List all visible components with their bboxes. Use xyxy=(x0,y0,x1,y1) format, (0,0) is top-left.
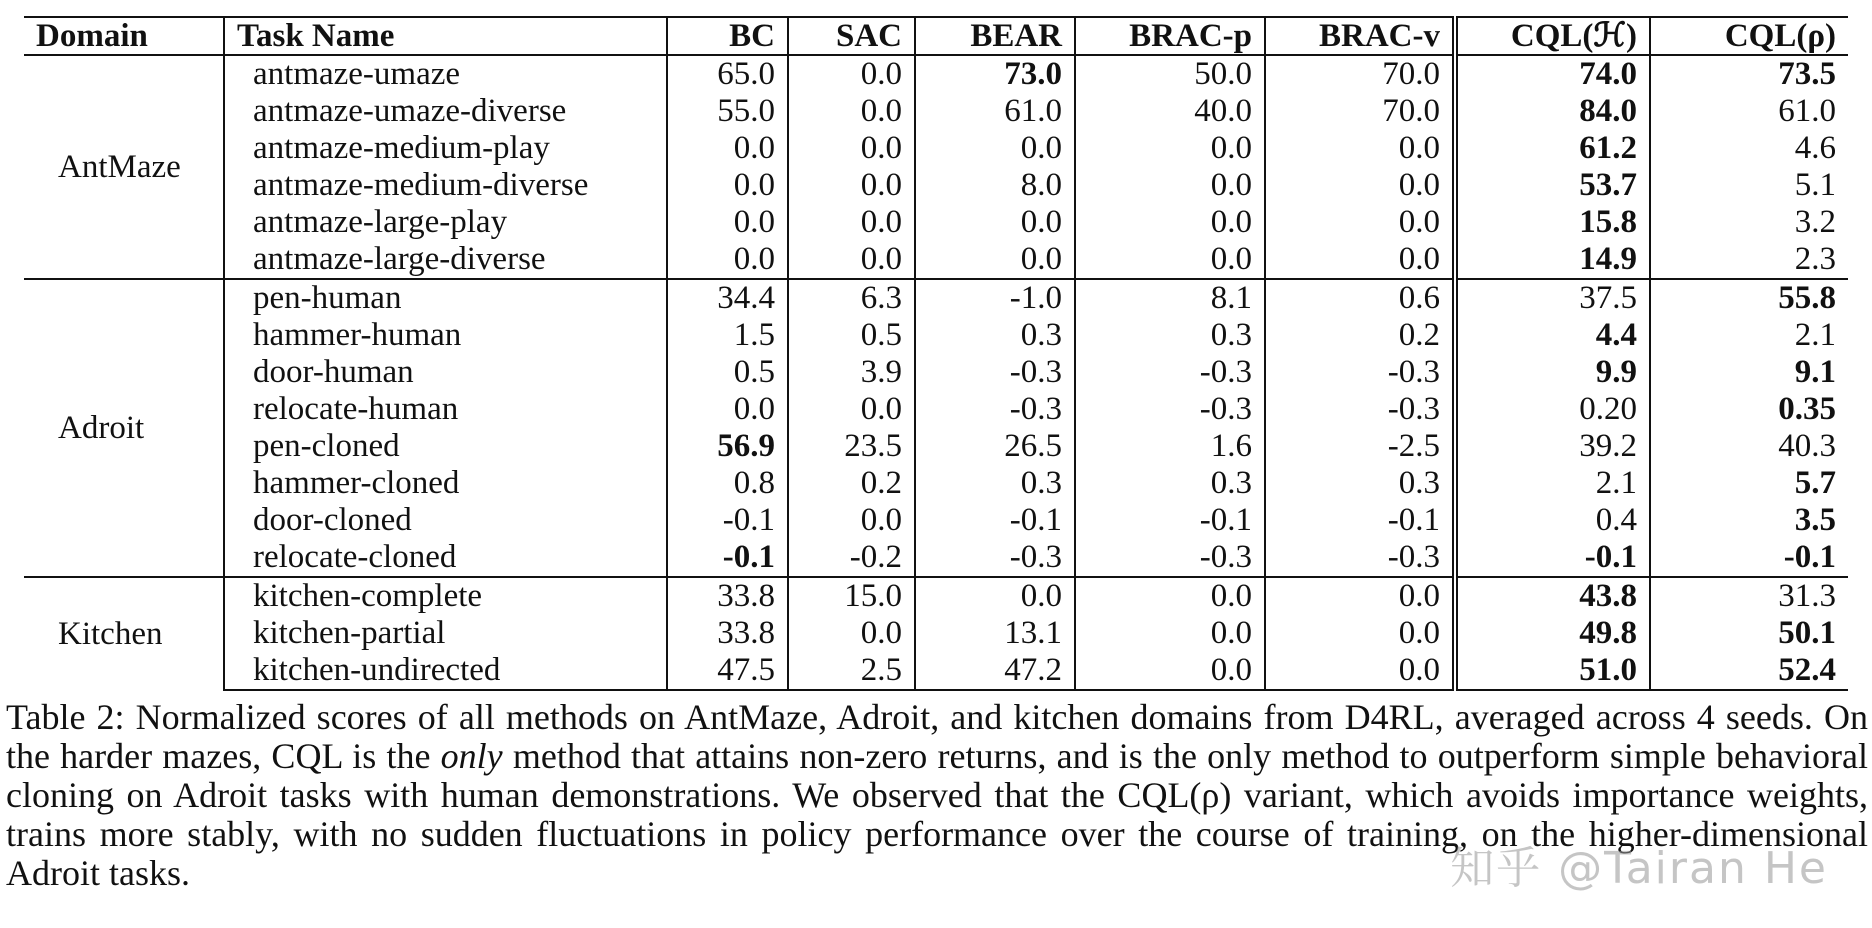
score-cell: 0.0 xyxy=(788,615,915,652)
score-cell: -0.2 xyxy=(788,539,915,577)
score-cell: 0.8 xyxy=(667,465,788,502)
score-cell: -0.3 xyxy=(1075,391,1265,428)
table-body xyxy=(24,55,1848,690)
header-brac-v: BRAC-v xyxy=(1265,17,1455,55)
score-cell: 0.0 xyxy=(1075,204,1265,241)
score-cell: 0.6 xyxy=(1265,279,1455,317)
best-score: 9.1 xyxy=(1794,354,1836,390)
best-score: 9.9 xyxy=(1595,354,1637,390)
task-name-cell: relocate-cloned xyxy=(224,539,667,577)
score-cell xyxy=(1455,130,1650,167)
score-cell: 2.3 xyxy=(1650,241,1848,279)
score-cell: 0.0 xyxy=(1265,615,1455,652)
score-cell xyxy=(1455,204,1650,241)
domain-cell: Adroit xyxy=(24,279,224,577)
score-cell: 0.0 xyxy=(667,241,788,279)
score-cell: 3.2 xyxy=(1650,204,1848,241)
table-row xyxy=(24,317,1848,354)
score-cell: 34.4 xyxy=(667,279,788,317)
score-cell: 33.8 xyxy=(667,577,788,615)
caption-text-part1: Table 2: Normalized scores of all methods on AntMaze, Adroit, and kitchen domains from D4RL, averaged across 4 seeds. On the harder mazes, CQL is the xyxy=(6,697,1868,776)
task-name-cell: door-cloned xyxy=(224,502,667,539)
header-brac-p: BRAC-p xyxy=(1075,17,1265,55)
domain-cell: Kitchen xyxy=(24,577,224,690)
table-row xyxy=(24,167,1848,204)
table-row xyxy=(24,130,1848,167)
best-score: 73.5 xyxy=(1778,56,1836,92)
task-name-cell: antmaze-large-diverse xyxy=(224,241,667,279)
score-cell xyxy=(1455,55,1650,93)
score-cell: 70.0 xyxy=(1265,55,1455,93)
score-cell: 3.9 xyxy=(788,354,915,391)
score-cell: 0.0 xyxy=(788,241,915,279)
score-cell: 6.3 xyxy=(788,279,915,317)
task-name-cell: kitchen-partial xyxy=(224,615,667,652)
table-row xyxy=(24,539,1848,577)
task-name-cell: antmaze-large-play xyxy=(224,204,667,241)
score-cell: 5.1 xyxy=(1650,167,1848,204)
header-sac: SAC xyxy=(788,17,915,55)
header-domain: Domain xyxy=(24,17,224,55)
score-cell: 0.0 xyxy=(1075,130,1265,167)
score-cell xyxy=(1650,539,1848,577)
score-cell: 0.0 xyxy=(1075,652,1265,690)
score-cell: 0.0 xyxy=(1075,577,1265,615)
best-score: 5.7 xyxy=(1794,465,1836,501)
score-cell: -0.1 xyxy=(1265,502,1455,539)
score-cell: 0.20 xyxy=(1455,391,1650,428)
score-cell: 37.5 xyxy=(1455,279,1650,317)
score-cell: 0.3 xyxy=(1075,465,1265,502)
score-cell: 8.0 xyxy=(915,167,1075,204)
best-score: 74.0 xyxy=(1579,56,1637,92)
best-score: -0.1 xyxy=(722,539,775,575)
best-score: 52.4 xyxy=(1778,652,1836,688)
score-cell: 39.2 xyxy=(1455,428,1650,465)
task-name-cell: door-human xyxy=(224,354,667,391)
score-cell: -0.3 xyxy=(1265,354,1455,391)
score-cell: 47.2 xyxy=(915,652,1075,690)
task-name-cell: antmaze-medium-diverse xyxy=(224,167,667,204)
best-score: -0.1 xyxy=(1584,539,1637,575)
best-score: -0.1 xyxy=(1783,539,1836,575)
score-cell: 0.0 xyxy=(1265,241,1455,279)
best-score: 56.9 xyxy=(717,428,775,464)
score-cell: 15.0 xyxy=(788,577,915,615)
score-cell: 0.0 xyxy=(1075,167,1265,204)
score-cell: 2.5 xyxy=(788,652,915,690)
score-cell: -0.1 xyxy=(667,502,788,539)
table-row xyxy=(24,577,1848,615)
score-cell: 61.0 xyxy=(1650,93,1848,130)
score-cell: -0.1 xyxy=(915,502,1075,539)
score-cell: 23.5 xyxy=(788,428,915,465)
table-row xyxy=(24,391,1848,428)
score-cell xyxy=(1650,465,1848,502)
header-bear: BEAR xyxy=(915,17,1075,55)
score-cell: 0.0 xyxy=(788,167,915,204)
caption-text-part2: method that attains non-zero returns, and is the only method to outperform simple behavioral cloning on Adroit tasks with human demonstrations. We observed that the CQL(ρ) variant, which avoids importance weights, trains more stably, with no sudden fluctuations in policy performance over the course of training, on the higher-dimensional Adroit tasks. xyxy=(6,736,1868,893)
table-row xyxy=(24,55,1848,93)
score-cell: 0.0 xyxy=(915,130,1075,167)
score-cell: -0.3 xyxy=(1075,539,1265,577)
best-score: 55.8 xyxy=(1778,280,1836,316)
score-cell xyxy=(1455,615,1650,652)
score-cell: 0.2 xyxy=(1265,317,1455,354)
score-cell xyxy=(1650,55,1848,93)
table-row xyxy=(24,279,1848,317)
best-score: 51.0 xyxy=(1579,652,1637,688)
score-cell: 40.0 xyxy=(1075,93,1265,130)
score-cell: -0.3 xyxy=(1075,354,1265,391)
score-cell: 70.0 xyxy=(1265,93,1455,130)
score-cell xyxy=(667,428,788,465)
score-cell: -0.3 xyxy=(915,539,1075,577)
score-cell: 0.3 xyxy=(915,465,1075,502)
header-bc: BC xyxy=(667,17,788,55)
score-cell xyxy=(1455,652,1650,690)
score-cell xyxy=(1650,279,1848,317)
domain-cell: AntMaze xyxy=(24,55,224,279)
score-cell: 13.1 xyxy=(915,615,1075,652)
score-cell: -0.3 xyxy=(1265,539,1455,577)
score-cell: 47.5 xyxy=(667,652,788,690)
score-cell: 0.0 xyxy=(788,204,915,241)
score-cell xyxy=(915,55,1075,93)
header-cql-rho: CQL(ρ) xyxy=(1650,17,1848,55)
score-cell: 0.0 xyxy=(1265,577,1455,615)
score-cell: 0.5 xyxy=(788,317,915,354)
score-cell: -0.3 xyxy=(915,354,1075,391)
score-cell: 0.0 xyxy=(1075,615,1265,652)
best-score: 43.8 xyxy=(1579,578,1637,614)
score-cell: 0.0 xyxy=(667,130,788,167)
score-cell: 0.2 xyxy=(788,465,915,502)
score-cell: 26.5 xyxy=(915,428,1075,465)
score-cell: 0.0 xyxy=(1075,241,1265,279)
score-cell xyxy=(1455,577,1650,615)
score-cell: 0.3 xyxy=(1265,465,1455,502)
task-name-cell: antmaze-medium-play xyxy=(224,130,667,167)
score-cell: 0.0 xyxy=(667,391,788,428)
results-table-container xyxy=(24,16,1848,691)
score-cell: 61.0 xyxy=(915,93,1075,130)
score-cell xyxy=(1650,615,1848,652)
table-row xyxy=(24,652,1848,690)
score-cell xyxy=(1650,502,1848,539)
best-score: 14.9 xyxy=(1579,241,1637,277)
score-cell: 2.1 xyxy=(1455,465,1650,502)
best-score: 3.5 xyxy=(1794,502,1836,538)
score-cell: 55.0 xyxy=(667,93,788,130)
score-cell: 0.0 xyxy=(788,130,915,167)
table-header-row xyxy=(24,17,1848,55)
table-row xyxy=(24,465,1848,502)
score-cell: 0.0 xyxy=(915,241,1075,279)
task-name-cell: hammer-cloned xyxy=(224,465,667,502)
score-cell: 0.0 xyxy=(1265,167,1455,204)
score-cell: -0.3 xyxy=(1265,391,1455,428)
score-cell: 40.3 xyxy=(1650,428,1848,465)
best-score: 84.0 xyxy=(1579,93,1637,129)
score-cell xyxy=(1455,167,1650,204)
score-cell: 1.5 xyxy=(667,317,788,354)
score-cell xyxy=(1650,391,1848,428)
score-cell: 0.0 xyxy=(1265,204,1455,241)
score-cell: 0.0 xyxy=(1265,130,1455,167)
table-row xyxy=(24,93,1848,130)
score-cell: 0.0 xyxy=(667,167,788,204)
header-task-name: Task Name xyxy=(224,17,667,55)
table-row xyxy=(24,502,1848,539)
best-score: 49.8 xyxy=(1579,615,1637,651)
score-cell xyxy=(1650,354,1848,391)
best-score: 73.0 xyxy=(1004,56,1062,92)
best-score: 53.7 xyxy=(1579,167,1637,203)
score-cell xyxy=(1455,317,1650,354)
table-row xyxy=(24,354,1848,391)
table-row xyxy=(24,428,1848,465)
task-name-cell: relocate-human xyxy=(224,391,667,428)
header-cql-h: CQL(ℋ) xyxy=(1455,17,1650,55)
task-name-cell: kitchen-complete xyxy=(224,577,667,615)
watermark: 知乎 @Tairan He xyxy=(1450,843,1828,894)
score-cell: 8.1 xyxy=(1075,279,1265,317)
score-cell xyxy=(1455,93,1650,130)
score-cell xyxy=(1650,652,1848,690)
score-cell: -0.3 xyxy=(915,391,1075,428)
score-cell: -0.1 xyxy=(1075,502,1265,539)
task-name-cell: pen-cloned xyxy=(224,428,667,465)
score-cell: 1.6 xyxy=(1075,428,1265,465)
score-cell: 65.0 xyxy=(667,55,788,93)
score-cell: 50.0 xyxy=(1075,55,1265,93)
score-cell: 0.0 xyxy=(915,577,1075,615)
score-cell: 0.3 xyxy=(1075,317,1265,354)
score-cell: 0.5 xyxy=(667,354,788,391)
score-cell: 31.3 xyxy=(1650,577,1848,615)
task-name-cell: kitchen-undirected xyxy=(224,652,667,690)
score-cell: 33.8 xyxy=(667,615,788,652)
task-name-cell: hammer-human xyxy=(224,317,667,354)
table-row xyxy=(24,241,1848,279)
best-score: 15.8 xyxy=(1579,204,1637,240)
score-cell: 0.0 xyxy=(788,55,915,93)
score-cell: 0.0 xyxy=(915,204,1075,241)
score-cell: 0.0 xyxy=(788,502,915,539)
score-cell: -2.5 xyxy=(1265,428,1455,465)
score-cell: 4.6 xyxy=(1650,130,1848,167)
score-cell: 0.4 xyxy=(1455,502,1650,539)
task-name-cell: antmaze-umaze-diverse xyxy=(224,93,667,130)
score-cell xyxy=(1455,539,1650,577)
score-cell: 0.3 xyxy=(915,317,1075,354)
task-name-cell: pen-human xyxy=(224,279,667,317)
best-score: 50.1 xyxy=(1778,615,1836,651)
table-row xyxy=(24,204,1848,241)
best-score: 0.35 xyxy=(1778,391,1836,427)
score-cell xyxy=(1455,241,1650,279)
score-cell: 0.0 xyxy=(667,204,788,241)
score-cell: 2.1 xyxy=(1650,317,1848,354)
table-row xyxy=(24,615,1848,652)
score-cell xyxy=(1455,354,1650,391)
results-table xyxy=(24,16,1848,691)
caption-emphasis: only xyxy=(440,736,503,776)
score-cell: -1.0 xyxy=(915,279,1075,317)
score-cell: 0.0 xyxy=(1265,652,1455,690)
best-score: 4.4 xyxy=(1595,317,1637,353)
best-score: 61.2 xyxy=(1579,130,1637,166)
score-cell xyxy=(667,539,788,577)
score-cell: 0.0 xyxy=(788,391,915,428)
score-cell: 0.0 xyxy=(788,93,915,130)
task-name-cell: antmaze-umaze xyxy=(224,55,667,93)
